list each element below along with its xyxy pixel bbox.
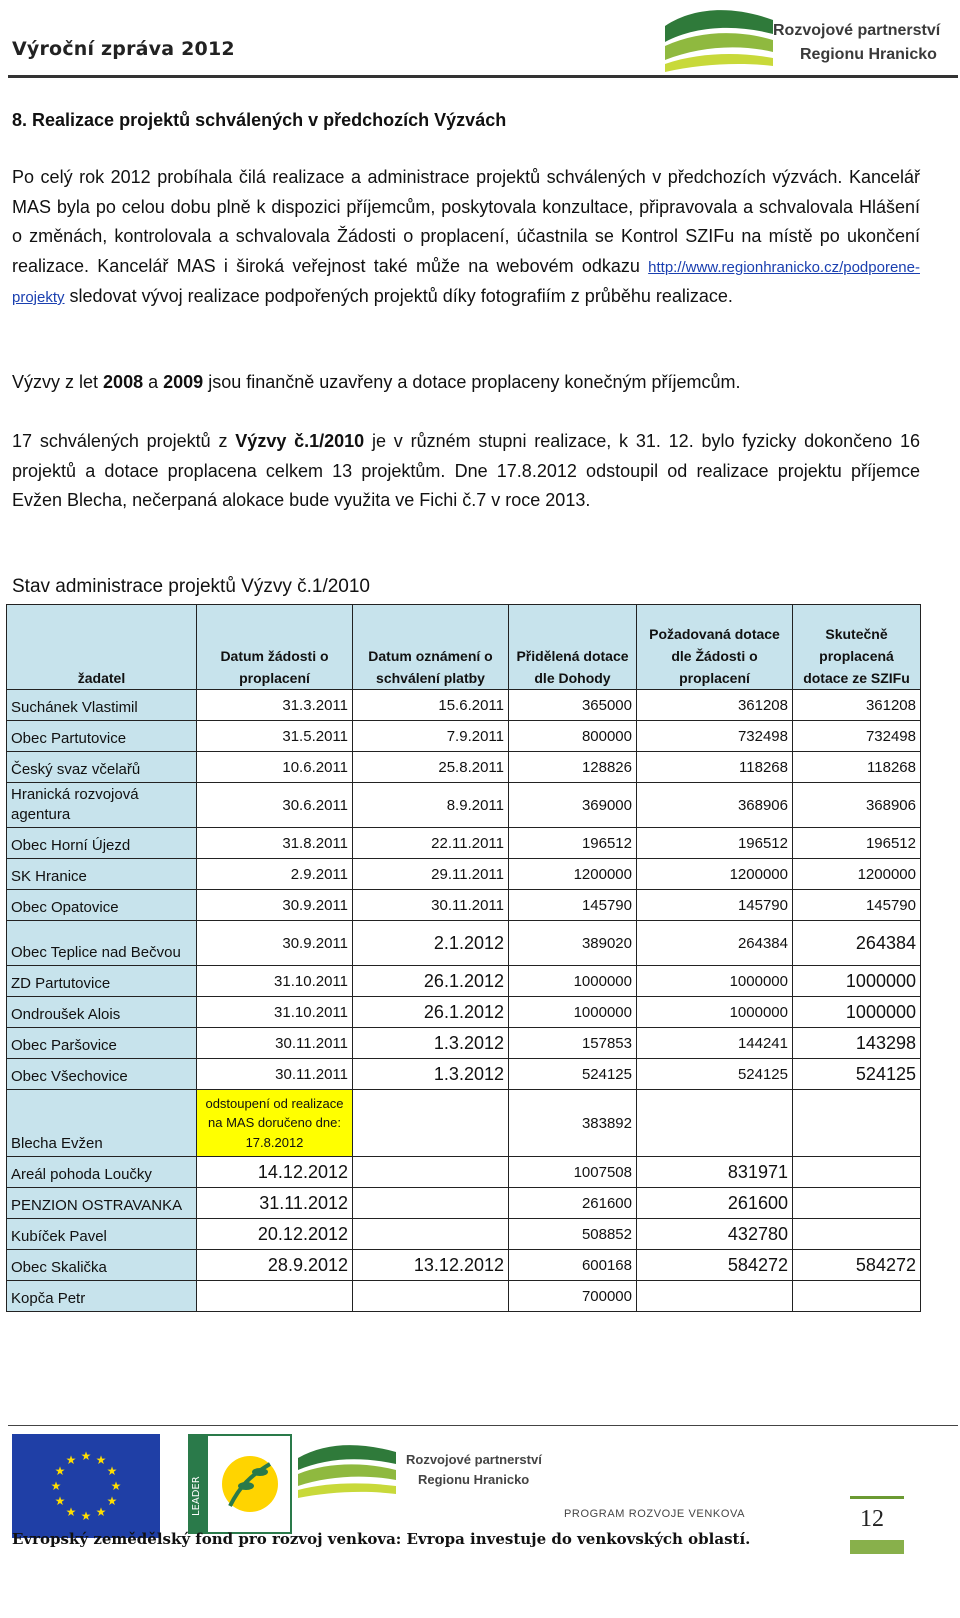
table-row	[7, 997, 921, 1028]
cell-requested: 118268	[637, 752, 793, 783]
cell-paid	[793, 1157, 921, 1188]
cell-approval-date	[353, 1157, 509, 1188]
page-number: 12	[860, 1506, 884, 1532]
cell-applicant: Kubíček Pavel	[7, 1219, 197, 1250]
svg-text:★: ★	[65, 1453, 77, 1467]
svg-text:★: ★	[50, 1479, 62, 1493]
report-title: Výroční zpráva 2012	[12, 38, 235, 60]
header-divider	[8, 75, 958, 78]
col-allocated: Přidělená dotace dle Dohody	[509, 605, 637, 690]
cell-requested: 1000000	[637, 997, 793, 1028]
page-header	[0, 0, 960, 80]
cell-request-date: 31.10.2011	[197, 997, 353, 1028]
table-row	[7, 890, 921, 921]
cell-allocated: 383892	[509, 1090, 637, 1157]
calls-text-b: jsou finančně uzavřeny a dotace proplaceny konečným příjemcům.	[208, 372, 741, 392]
table-row	[7, 966, 921, 997]
table-header-row	[7, 605, 921, 690]
svg-text:★: ★	[106, 1464, 118, 1478]
footer-logo-line-1: Rozvojové partnerství	[406, 1452, 542, 1467]
col-paid: Skutečně proplacená dotace ze SZIFu	[793, 605, 921, 690]
cell-paid: 1000000	[793, 997, 921, 1028]
cell-applicant: Suchánek Vlastimil	[7, 690, 197, 721]
cell-paid: 143298	[793, 1028, 921, 1059]
table-row	[7, 1059, 921, 1090]
logo-line-2: Regionu Hranicko	[800, 46, 937, 63]
leader-icon	[190, 1436, 290, 1532]
svg-text:★: ★	[65, 1505, 77, 1519]
svg-text:★: ★	[110, 1479, 122, 1493]
regionhranicko-logo	[665, 6, 955, 72]
cell-allocated: 369000	[509, 783, 637, 828]
table-row	[7, 1090, 921, 1157]
cell-approval-date	[353, 1219, 509, 1250]
table-row	[7, 828, 921, 859]
cell-allocated: 524125	[509, 1059, 637, 1090]
cell-request-date: 14.12.2012	[197, 1157, 353, 1188]
paragraph-intro	[12, 163, 920, 313]
cell-allocated: 128826	[509, 752, 637, 783]
page-number-bar-bottom	[850, 1540, 904, 1554]
cell-applicant: Obec Paršovice	[7, 1028, 197, 1059]
cell-requested: 368906	[637, 783, 793, 828]
col-request-date: Datum žádosti o proplacení	[197, 605, 353, 690]
status-call-name: Výzvy č.1/2010	[235, 431, 365, 451]
table-row	[7, 690, 921, 721]
table-row	[7, 1157, 921, 1188]
cell-paid	[793, 1219, 921, 1250]
cell-allocated: 800000	[509, 721, 637, 752]
cell-paid: 196512	[793, 828, 921, 859]
cell-applicant: Areál pohoda Loučky	[7, 1157, 197, 1188]
cell-allocated: 196512	[509, 828, 637, 859]
cell-applicant: Obec Teplice nad Bečvou	[7, 921, 197, 966]
cell-applicant: ZD Partutovice	[7, 966, 197, 997]
table-row	[7, 1219, 921, 1250]
footer-logo-hills-icon	[298, 1438, 398, 1498]
cell-allocated: 1000000	[509, 966, 637, 997]
cell-applicant: Hranická rozvojová agentura	[7, 783, 197, 828]
cell-request-date: 10.6.2011	[197, 752, 353, 783]
cell-approval-date: 1.3.2012	[353, 1028, 509, 1059]
cell-approval-date: 29.11.2011	[353, 859, 509, 890]
cell-requested	[637, 1090, 793, 1157]
cell-applicant: Ondroušek Alois	[7, 997, 197, 1028]
svg-text:★: ★	[80, 1509, 92, 1523]
cell-allocated: 700000	[509, 1281, 637, 1312]
cell-allocated: 261600	[509, 1188, 637, 1219]
table-row	[7, 783, 921, 828]
eu-stars-icon	[12, 1434, 160, 1538]
cell-applicant: Obec Skalička	[7, 1250, 197, 1281]
footer-logo-line-2: Regionu Hranicko	[418, 1472, 530, 1487]
cell-paid: 1000000	[793, 966, 921, 997]
status-text-b: je v různém stupni realizace, k 31. 12. bylo fyzicky dokončeno 16 projektů a dotace proplacena celkem 13 projektům. Dne 17.8.2012 odstoupil od realizace projektu příjemce Evžen Blecha, nečerpaná alokace bude využita ve Fichi č.7 v roce 2013.	[12, 431, 920, 510]
cell-approval-date: 1.3.2012	[353, 1059, 509, 1090]
cell-requested: 1000000	[637, 966, 793, 997]
table-row	[7, 721, 921, 752]
cell-requested: 1200000	[637, 859, 793, 890]
cell-approval-date: 2.1.2012	[353, 921, 509, 966]
cell-requested: 831971	[637, 1157, 793, 1188]
cell-request-date: 30.6.2011	[197, 783, 353, 828]
cell-request-date: 31.5.2011	[197, 721, 353, 752]
cell-allocated: 1007508	[509, 1157, 637, 1188]
cell-paid: 584272	[793, 1250, 921, 1281]
paragraph-intro-text: Po celý rok 2012 probíhala čilá realizace a administrace projektů schválených v předchozích výzvách. Kancelář MAS byla po celou dobu plně k dispozici příjemcům, poskytovala konzultace, připravovala a schvalovala Hlášení o změnách, kontrolovala a schvalovala Žádosti o proplacení, účastnila se Kontrol SZIFu na místě po ukončení realizace. Kancelář MAS i široká veřejnost také může na webovém odkazu	[12, 167, 920, 276]
svg-text:★: ★	[95, 1505, 107, 1519]
table-row	[7, 859, 921, 890]
cell-approval-date	[353, 1188, 509, 1219]
table-row	[7, 1028, 921, 1059]
cell-applicant: PENZION OSTRAVANKA	[7, 1188, 197, 1219]
cell-approval-date: 26.1.2012	[353, 997, 509, 1028]
status-text-a: 17 schválených projektů z	[12, 431, 228, 451]
cell-applicant: Obec Opatovice	[7, 890, 197, 921]
footer-regionhranicko-logo	[298, 1438, 568, 1508]
cell-requested: 196512	[637, 828, 793, 859]
cell-request-date: 31.3.2011	[197, 690, 353, 721]
svg-text:★: ★	[54, 1464, 66, 1478]
program-label: PROGRAM ROZVOJE VENKOVA	[564, 1508, 746, 1520]
table-row	[7, 1188, 921, 1219]
section-heading: 8. Realizace projektů schválených v předchozích Výzvách	[12, 110, 507, 130]
cell-allocated: 600168	[509, 1250, 637, 1281]
table-row	[7, 1250, 921, 1281]
cell-paid: 145790	[793, 890, 921, 921]
cell-requested: 524125	[637, 1059, 793, 1090]
col-approval-date: Datum oznámení o schválení platby	[353, 605, 509, 690]
cell-paid: 524125	[793, 1059, 921, 1090]
footer-logos	[8, 1425, 958, 1556]
cell-approval-date: 25.8.2011	[353, 752, 509, 783]
cell-approval-date: 22.11.2011	[353, 828, 509, 859]
cell-approval-date: 15.6.2011	[353, 690, 509, 721]
col-applicant: žadatel	[7, 605, 197, 690]
leader-logo	[188, 1434, 292, 1534]
cell-request-date: 31.10.2011	[197, 966, 353, 997]
cell-allocated: 389020	[509, 921, 637, 966]
paragraph-status	[12, 427, 920, 516]
cell-approval-date	[353, 1281, 509, 1312]
paragraph-calls	[12, 368, 920, 398]
cell-request-date: 31.11.2012	[197, 1188, 353, 1219]
cell-requested: 144241	[637, 1028, 793, 1059]
cell-paid	[793, 1090, 921, 1157]
svg-text:★: ★	[80, 1449, 92, 1463]
calls-text-a: Výzvy z let	[12, 372, 99, 392]
cell-paid: 368906	[793, 783, 921, 828]
cell-approval-date: 30.11.2011	[353, 890, 509, 921]
cell-applicant: Blecha Evžen	[7, 1090, 197, 1157]
cell-requested: 261600	[637, 1188, 793, 1219]
page-number-bar	[850, 1496, 904, 1499]
cell-requested: 732498	[637, 721, 793, 752]
cell-request-date: 28.9.2012	[197, 1250, 353, 1281]
cell-paid: 264384	[793, 921, 921, 966]
projects-table	[6, 604, 921, 1312]
svg-text:★: ★	[54, 1494, 66, 1508]
cell-allocated: 157853	[509, 1028, 637, 1059]
cell-applicant: Obec Partutovice	[7, 721, 197, 752]
cell-applicant: Obec Horní Újezd	[7, 828, 197, 859]
cell-approval-date: 7.9.2011	[353, 721, 509, 752]
cell-request-date: 30.9.2011	[197, 890, 353, 921]
cell-requested: 264384	[637, 921, 793, 966]
svg-text:★: ★	[95, 1453, 107, 1467]
cell-requested: 584272	[637, 1250, 793, 1281]
calls-year-2: 2009	[163, 372, 204, 392]
projects-link[interactable]: http://www.regionhranicko.cz/podporene-projekty	[12, 258, 920, 306]
cell-requested: 145790	[637, 890, 793, 921]
table-title: Stav administrace projektů Výzvy č.1/2010	[12, 576, 371, 597]
leader-label: LEADER	[191, 1476, 202, 1516]
cell-requested: 432780	[637, 1219, 793, 1250]
eu-flag-icon	[12, 1434, 160, 1538]
cell-approval-date: 8.9.2011	[353, 783, 509, 828]
cell-request-date	[197, 1281, 353, 1312]
cell-paid: 361208	[793, 690, 921, 721]
cell-request-date: 30.11.2011	[197, 1059, 353, 1090]
cell-applicant: Český svaz včelařů	[7, 752, 197, 783]
paragraph-intro-tail: sledovat vývoj realizace podpořených projektů díky fotografiím z průběhu realizace.	[69, 286, 733, 306]
cell-paid	[793, 1281, 921, 1312]
logo-hills-icon	[665, 6, 775, 72]
cell-paid: 732498	[793, 721, 921, 752]
calls-and: a	[148, 372, 159, 392]
col-requested: Požadovaná dotace dle Žádosti o proplacení	[637, 605, 793, 690]
cell-request-date: 20.12.2012	[197, 1219, 353, 1250]
table-row	[7, 1281, 921, 1312]
cell-allocated: 508852	[509, 1219, 637, 1250]
cell-request-date: 31.8.2011	[197, 828, 353, 859]
logo-line-1: Rozvojové partnerství	[773, 22, 941, 39]
cell-applicant: SK Hranice	[7, 859, 197, 890]
cell-request-date: 2.9.2011	[197, 859, 353, 890]
cell-allocated: 145790	[509, 890, 637, 921]
cell-approval-date: 26.1.2012	[353, 966, 509, 997]
fund-statement: Evropský zemědělský fond pro rozvoj venkova: Evropa investuje do venkovských oblastí.	[12, 1530, 751, 1548]
cell-request-date: 30.11.2011	[197, 1028, 353, 1059]
calls-year-1: 2008	[103, 372, 144, 392]
cell-allocated: 1000000	[509, 997, 637, 1028]
cell-paid	[793, 1188, 921, 1219]
cell-applicant: Kopča Petr	[7, 1281, 197, 1312]
cell-withdrawal-note: odstoupení od realizace na MAS doručeno dne: 17.8.2012	[197, 1090, 353, 1157]
cell-requested	[637, 1281, 793, 1312]
cell-paid: 118268	[793, 752, 921, 783]
table-row	[7, 752, 921, 783]
svg-text:★: ★	[106, 1494, 118, 1508]
page-footer	[8, 1425, 958, 1615]
cell-allocated: 365000	[509, 690, 637, 721]
cell-approval-date	[353, 1090, 509, 1157]
cell-paid: 1200000	[793, 859, 921, 890]
cell-applicant: Obec Všechovice	[7, 1059, 197, 1090]
cell-allocated: 1200000	[509, 859, 637, 890]
cell-request-date: 30.9.2011	[197, 921, 353, 966]
cell-requested: 361208	[637, 690, 793, 721]
cell-approval-date: 13.12.2012	[353, 1250, 509, 1281]
table-row	[7, 921, 921, 966]
